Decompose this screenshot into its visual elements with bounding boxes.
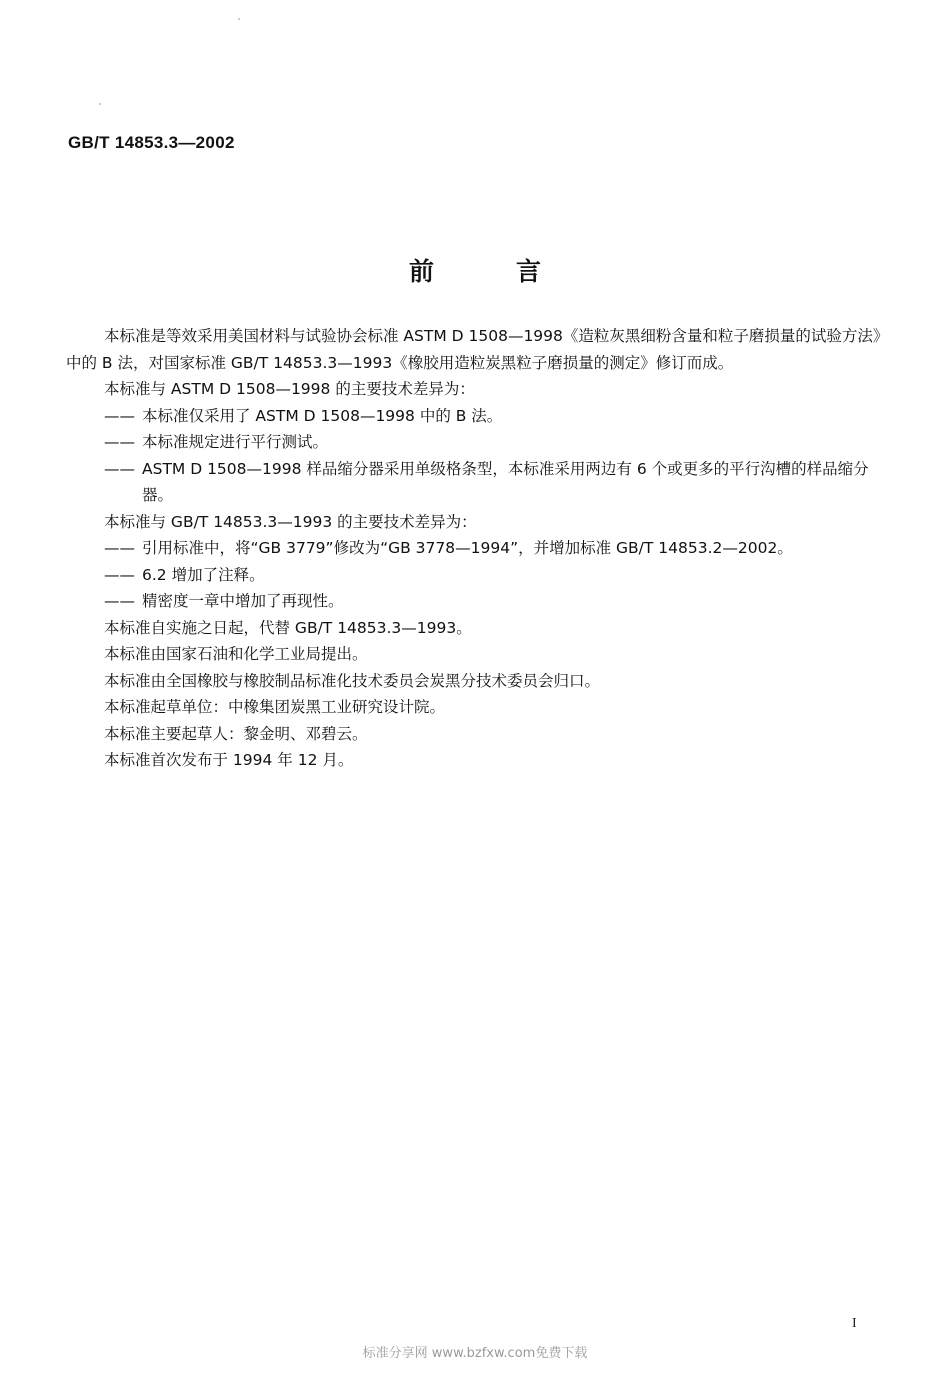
paragraph-drafting-unit: 本标准起草单位：中橡集团炭黑工业研究设计院。 [104,698,446,716]
scan-speck [99,103,101,105]
dash-marker: —— [104,565,135,584]
dash-marker: —— [104,592,135,610]
list-item-text: 精密度一章中增加了再现性。 [142,592,344,610]
list-item-text: 6.2 增加了注释。 [142,565,265,584]
list-item [104,535,894,562]
paragraph-intro [66,323,894,376]
paragraph-proposed-by: 本标准由国家石油和化学工业局提出。 [104,645,368,663]
list-astm-differences [104,403,894,509]
paragraph-astm-diff-heading: 本标准与 ASTM D 1508—1998 的主要技术差异为： [104,380,475,398]
dash-marker: —— [104,406,135,425]
paragraph-first-release: 本标准首次发布于 1994 年 12 月。 [104,751,354,769]
list-item [104,429,894,456]
page-number: I [852,1316,857,1331]
paragraph-replaces: 本标准自实施之日起，代替 GB/T 14853.3—1993。 [104,618,472,637]
body-text [66,323,894,774]
footer-watermark: 标准分享网 www.bzfxw.com免费下载 [362,1346,588,1361]
paragraph-managed-by: 本标准由全国橡胶与橡胶制品标准化技术委员会炭黑分技术委员会归口。 [104,671,601,690]
scan-speck [238,18,240,20]
dash-marker: —— [104,433,135,451]
dash-marker: —— [104,459,135,478]
list-item [104,588,894,615]
paragraph-drafters: 本标准主要起草人：黎金明、邓碧云。 [104,724,368,743]
list-item-text: 本标准仅采用了 ASTM D 1508—1998 中的 B 法。 [142,406,503,425]
standard-id: GB/T 14853.3—2002 [68,133,235,152]
list-item-text: 引用标准中，将“GB 3779”修改为“GB 3778—1994”，并增加标准 GB/T 14853.2—2002。 [142,539,793,557]
page-title: 前言 [408,257,623,286]
list-item-text: 本标准规定进行平行测试。 [142,433,329,451]
list-item-text: ASTM D 1508—1998 样品缩分器采用单级格条型，本标准采用两边有 6 个或更多的平行沟槽的样品缩分器。 [142,459,869,504]
paragraph-gbt-diff-heading: 本标准与 GB/T 14853.3—1993 的主要技术差异为： [104,512,477,531]
paragraph-intro-text: 本标准是等效采用美国材料与试验协会标准 ASTM D 1508—1998《造粒灰黑细粉含量和粒子磨损量的试验方法》中的 B 法，对国家标准 GB/T 14853.3—1993《橡胶用造粒炭黑粒子磨损量的测定》修订而成。 [66,327,889,372]
dash-marker: —— [104,539,135,557]
list-gbt-differences [104,535,894,615]
list-item [104,456,894,509]
list-item [104,403,894,430]
list-item [104,562,894,589]
